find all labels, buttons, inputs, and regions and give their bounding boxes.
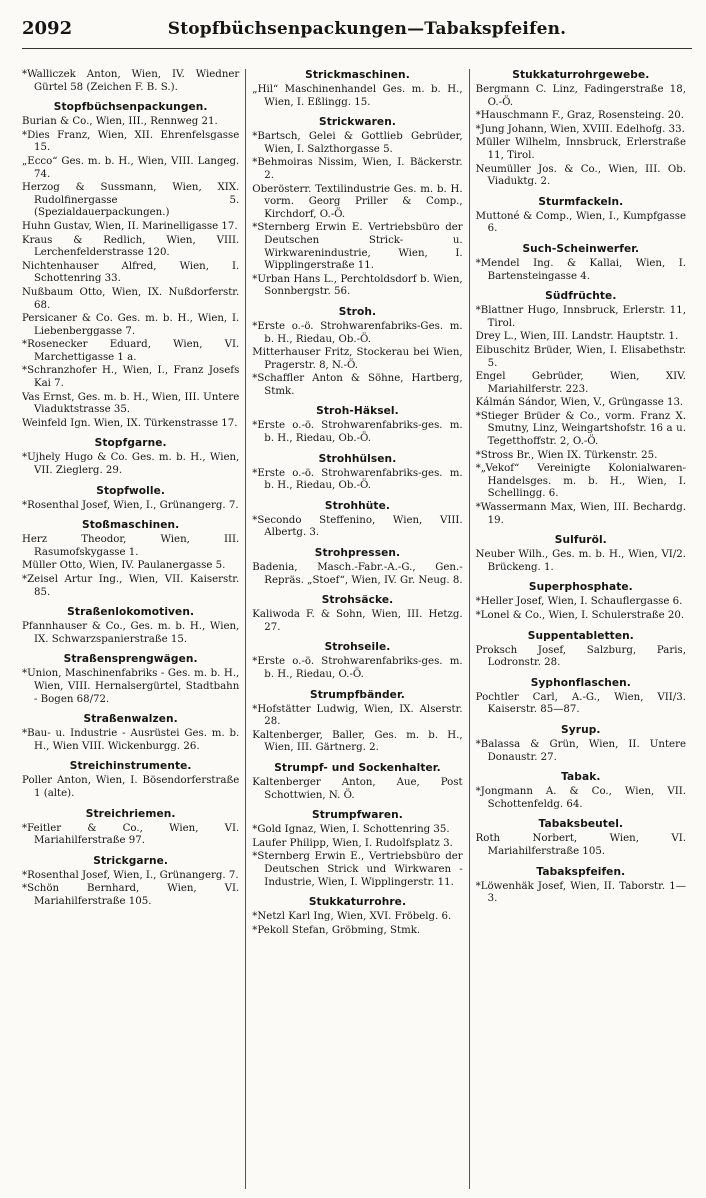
- section-heading: Stroh.: [338, 305, 377, 318]
- directory-entry: *Erste o.-ö. Strohwarenfabriks-ges. m. b. H., Riedau, Ob.-Ö.: [252, 467, 463, 492]
- directory-entry: *Heller Josef, Wien, I. Schauflergasse 6.: [475, 596, 683, 608]
- section-heading: Strickmaschinen.: [305, 69, 410, 81]
- section-heading: Straßensprengwägen.: [63, 653, 198, 666]
- directory-entry: *Mendel Ing. & Kallai, Wien, I. Bartensteingasse 4.: [475, 257, 686, 282]
- directory-entry: Herz Theodor, Wien, III. Rasumofskygasse 1.: [22, 534, 240, 558]
- directory-entry: *Rosenthal Josef, Wien, I., Grünangerg. 7.: [22, 499, 239, 511]
- directory-entry: Drey L., Wien, III. Landstr. Hauptstr. 1.: [475, 331, 679, 343]
- section-heading: Stopfwolle.: [96, 484, 166, 497]
- directory-entry: *Schaffler Anton & Söhne, Hartberg, Stmk.: [252, 373, 463, 397]
- directory-entry: „Ecco“ Ges. m. b. H., Wien, VIII. Langeg. 74.: [22, 155, 240, 180]
- section-heading: Tabakspfeifen.: [536, 865, 626, 878]
- directory-entry: *Hofstätter Ludwig, Wien, IX. Alserstr. 28.: [252, 703, 463, 728]
- section-heading: Sturmfackeln.: [538, 195, 624, 208]
- directory-entry: Proksch Josef, Salzburg, Paris, Lodronstr. 28.: [475, 644, 686, 669]
- directory-entry: *Erste o.-ö. Strohwarenfabriks-ges. m. b. H., Riedau, Ob.-Ö.: [252, 420, 463, 445]
- directory-entry: Badenia, Masch.-Fabr.-A.-G., Gen.-Repräs. „Stoef“, Wien, IV. Gr. Neug. 8.: [252, 562, 463, 586]
- section-heading: Streichinstrumente.: [69, 760, 192, 773]
- directory-entry: *Ujhely Hugo & Co. Ges. m. b. H., Wien, VII. Zieglerg. 29.: [22, 452, 240, 477]
- section-heading: Stoßmaschinen.: [82, 519, 180, 532]
- directory-entry: *Erste o.-ö. Strohwarenfabriks-ges. m. b. H., Riedau, O.-Ö.: [252, 656, 463, 680]
- directory-entry: Müller Wilhelm, Innsbruck, Erlerstraße 11, Tirol.: [475, 137, 686, 161]
- directory-entry: *Feitler & Co., Wien, VI. Mariahilferstraße 97.: [22, 822, 240, 847]
- directory-entry: Mitterhauser Fritz, Stockerau bei Wien, Pragerstr. 8, N.-Ö.: [252, 347, 463, 371]
- directory-entry: Muttoné & Comp., Wien, I., Kumpfgasse 6.: [475, 210, 686, 235]
- section-heading: Stopfbüchsenpackungen.: [53, 101, 208, 114]
- section-heading: Strohhülsen.: [318, 452, 397, 465]
- section-heading: Strohseile.: [324, 641, 391, 654]
- section-heading: Strickgarne.: [93, 854, 169, 867]
- section-heading: Sulfuröl.: [554, 534, 607, 547]
- directory-entry: Weinfeld Ign. Wien, IX. Türkenstrasse 17.: [22, 417, 238, 429]
- directory-entry: *Jongmann A. & Co., Wien, VII. Schottenfeldg. 64.: [475, 786, 686, 810]
- section-heading: Superphosphate.: [528, 581, 633, 594]
- directory-entry: Herzog & Sussmann, Wien, XIX. Rudolfinergasse 5. (Spezialdauerpackungen.): [22, 182, 240, 219]
- directory-entry: „Hil“ Maschinenhandel Ges. m. b. H., Wien, I. Eßlingg. 15.: [252, 84, 463, 108]
- directory-entry: Persicaner & Co. Ges. m. b. H., Wien, I. Liebenberggasse 7.: [22, 313, 240, 337]
- section-heading: Strumpf- und Sockenhalter.: [274, 761, 441, 774]
- directory-entry: *Balassa & Grün, Wien, II. Untere Donaustr. 27.: [475, 738, 686, 763]
- directory-entry: *„Vekof“ Vereinigte Kolonialwaren-Handelsges. m. b. H., Wien, I. Schellingg. 6.: [475, 463, 686, 500]
- directory-entry: *Schön Bernhard, Wien, VI. Mariahilferstraße 105.: [22, 883, 240, 907]
- directory-entry: Poller Anton, Wien, I. Bösendorferstraße 1 (alte).: [22, 775, 240, 799]
- column-1: [22, 69, 245, 1189]
- section-heading: Syphonflaschen.: [530, 676, 631, 689]
- directory-entry: *Gold Ignaz, Wien, I. Schottenring 35.: [252, 824, 450, 836]
- directory-entry: Nichtenhauser Alfred, Wien, I. Schottenring 33.: [22, 260, 240, 285]
- directory-entry: *Netzl Karl Ing, Wien, XVI. Fröbelg. 6.: [252, 911, 452, 923]
- section-heading: Strohhüte.: [324, 499, 391, 512]
- directory-entry: *Pekoll Stefan, Gröbming, Stmk.: [252, 924, 421, 936]
- directory-entry: *Behmoiras Nissim, Wien, I. Bäckerstr. 2.: [252, 157, 463, 181]
- directory-entry: Burian & Co., Wien, III., Rennweg 21.: [22, 116, 218, 128]
- section-heading: Tabaksbeutel.: [538, 818, 624, 831]
- directory-entry: Bergmann C. Linz, Fadingerstraße 18, O.-Ö.: [475, 84, 686, 108]
- column-3: [469, 69, 692, 1189]
- directory-entry: Neuber Wilh., Ges. m. b. H., Wien, VI/2. Brückeng. 1.: [475, 549, 686, 573]
- directory-entry: *Bau- u. Industrie - Ausrüstei Ges. m. b. H., Wien VIII. Wickenburgg. 26.: [22, 728, 240, 752]
- directory-entry: Kaltenberger, Baller, Ges. m. b. H., Wien, III. Gärtnerg. 2.: [252, 729, 463, 754]
- section-heading: Stopfgarne.: [94, 437, 167, 450]
- directory-entry: *Wassermann Max, Wien, III. Bechardg. 19.: [475, 502, 686, 526]
- section-heading: Strumpfwaren.: [312, 809, 403, 822]
- directory-entry: *Sternberg Erwin E., Vertriebsbüro der Deutschen Strick und Wirkwaren - Industrie, Wien, I. Wipplingerstr. 11.: [252, 851, 463, 888]
- directory-entry: *Schranzhofer H., Wien, I., Franz Josefs Kai 7.: [22, 365, 240, 390]
- directory-entry: Müller Otto, Wien, IV. Paulanergasse 5.: [22, 560, 226, 572]
- directory-entry: Roth Norbert, Wien, VI. Mariahilferstraße 105.: [475, 833, 686, 857]
- directory-entry: *Union, Maschinenfabriks - Ges. m. b. H., Wien, VIII. Hernalsergürtel, Stadtbahn - Bogen 68/72.: [22, 668, 240, 705]
- directory-entry: Huhn Gustav, Wien, II. Marinelligasse 17.: [22, 220, 238, 232]
- directory-entry: *Stross Br., Wien IX. Türkenstr. 25.: [475, 449, 658, 461]
- directory-entry: *Dies Franz, Wien, XII. Ehrenfelsgasse 15.: [22, 129, 240, 154]
- section-heading: Syrup.: [561, 723, 601, 736]
- directory-entry: *Löwenhäk Josef, Wien, II. Taborstr. 1—3.: [475, 880, 686, 905]
- directory-entry: *Hauschmann F., Graz, Rosensteing. 20.: [475, 110, 684, 122]
- directory-entry: *Walliczek Anton, Wien, IV. Wiedner Gürtel 58 (Zeichen F. B. S.).: [22, 69, 240, 93]
- page-title: Stopfbüchsenpackungen—Tabakspfeifen.: [167, 19, 567, 39]
- directory-entry: Neumüller Jos. & Co., Wien, III. Ob. Viaduktg. 2.: [475, 163, 686, 188]
- section-heading: Stroh-Häksel.: [316, 405, 399, 418]
- directory-entry: Kraus & Redlich, Wien, VIII. Lerchenfelderstrasse 120.: [22, 234, 240, 259]
- page-header: [22, 18, 692, 49]
- directory-entry: *Stieger Brüder & Co., vorm. Franz X. Smutny, Linz, Weingartshofstr. 16 a u. Tegetthoffstr. 2, O.-Ö.: [475, 410, 686, 448]
- directory-entry: Kaliwoda F. & Sohn, Wien, III. Hetzg. 27.: [252, 609, 463, 633]
- directory-entry: *Lonel & Co., Wien, I. Schulerstraße 20.: [475, 610, 685, 621]
- section-heading: Strohsäcke.: [321, 594, 394, 607]
- section-heading: Strickwaren.: [318, 116, 396, 129]
- page-number: 2092: [22, 18, 73, 39]
- directory-entry: *Sternberg Erwin E. Vertriebsbüro der Deutschen Strick- u. Wirkwarenindustrie, Wien, I. Wipplingerstraße 11.: [252, 222, 463, 272]
- section-heading: Strohpressen.: [314, 547, 401, 560]
- directory-entry: *Jung Johann, Wien, XVIII. Edelhofg. 33.: [475, 123, 685, 135]
- section-heading: Tabak.: [561, 771, 601, 784]
- directory-entry: Laufer Philipp, Wien, I. Rudolfsplatz 3.: [252, 837, 453, 849]
- section-heading: Streichriemen.: [85, 807, 176, 820]
- directory-entry: *Bartsch, Gelei & Gottlieb Gebrüder, Wien, I. Salzthorgasse 5.: [252, 131, 463, 155]
- section-heading: Strumpfbänder.: [310, 688, 405, 701]
- section-heading: Straßenwalzen.: [83, 713, 178, 726]
- section-heading: Stukkaturrohrgewebe.: [512, 69, 650, 81]
- section-heading: Straßenlokomotiven.: [67, 606, 195, 619]
- directory-entry: *Zeisel Artur Ing., Wien, VII. Kaiserstr. 85.: [22, 574, 240, 598]
- directory-entry: *Erste o.-ö. Strohwarenfabriks-Ges. m. b. H., Riedau, Ob.-Ö.: [252, 320, 463, 345]
- directory-entry: *Secondo Steffenino, Wien, VIII. Albertg. 3.: [252, 514, 463, 539]
- section-heading: Stukkaturrohre.: [308, 896, 407, 909]
- directory-entry: Oberösterr. Textilindustrie Ges. m. b. H. vorm. Georg Priller & Comp., Kirchdorf, O.-Ö.: [252, 183, 463, 220]
- directory-entry: Nußbaum Otto, Wien, IX. Nußdorferstr. 68.: [22, 286, 240, 311]
- directory-entry: Kaltenberger Anton, Aue, Post Schottwien, N. Ö.: [252, 776, 463, 801]
- directory-entry: *Rosenecker Eduard, Wien, VI. Marchettigasse 1 a.: [22, 339, 240, 363]
- directory-entry: Pochtler Carl, A.-G., Wien, VII/3. Kaiserstr. 85—87.: [475, 691, 686, 716]
- section-heading: Suppentabletten.: [527, 629, 634, 642]
- section-heading: Südfrüchte.: [545, 290, 617, 303]
- directory-entry: Engel Gebrüder, Wien, XIV. Mariahilferstr. 223.: [475, 371, 686, 395]
- section-heading: Such-Scheinwerfer.: [522, 242, 640, 255]
- directory-entry: Pfannhauser & Co., Ges. m. b. H., Wien, IX. Schwarzspanierstraße 15.: [22, 621, 240, 645]
- directory-entry: Kálmán Sándor, Wien, V., Grüngasse 13.: [475, 397, 684, 409]
- directory-entry: Eibuschitz Brüder, Wien, I. Elisabethstr. 5.: [475, 344, 686, 369]
- directory-columns: [22, 69, 692, 1189]
- directory-entry: *Urban Hans L., Perchtoldsdorf b. Wien, Sonnbergstr. 56.: [252, 273, 463, 298]
- column-2: [245, 69, 468, 1189]
- directory-entry: Vas Ernst, Ges. m. b. H., Wien, III. Untere Viaduktstrasse 35.: [22, 391, 240, 416]
- directory-entry: *Rosenthal Josef, Wien, I., Grünangerg. 7.: [22, 869, 239, 881]
- directory-entry: *Blattner Hugo, Innsbruck, Erlerstr. 11, Tirol.: [475, 305, 686, 329]
